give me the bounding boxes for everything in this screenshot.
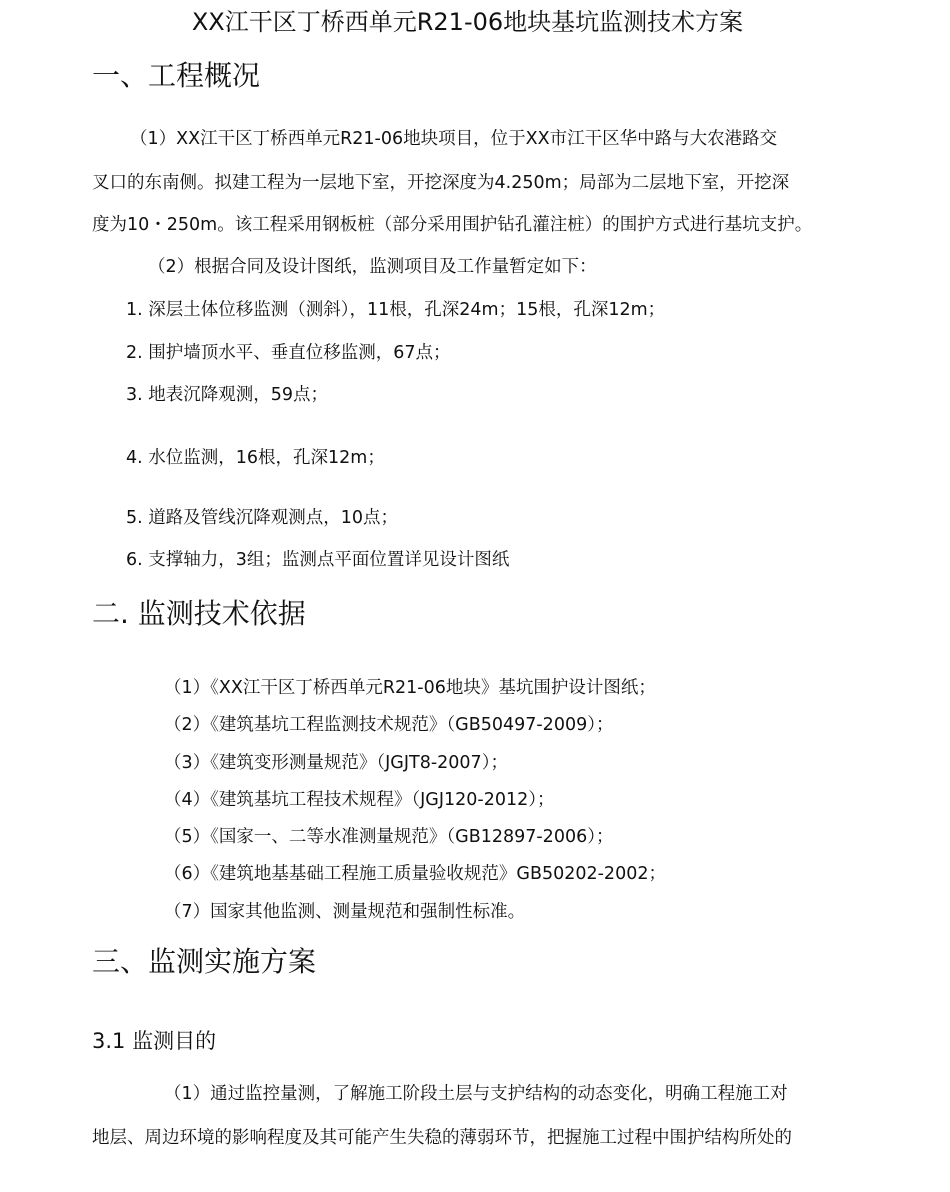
section-3-heading: 三、监测实施方案 (92, 945, 317, 978)
reference-item: （1）《XX江干区丁桥西单元R21-06地块》基坑围护设计图纸； (164, 678, 656, 698)
section-3-paragraph-1-line-1: （1）通过监控量测，了解施工阶段土层与支护结构的动态变化，明确工程施工对 (164, 1084, 788, 1104)
section-1-heading: 一、工程概况 (92, 59, 261, 92)
section-1-paragraph-1-line-1: （1）XX江干区丁桥西单元R21-06地块项目，位于XX市江干区华中路与大农港路交 (130, 129, 778, 149)
list-item: 6. 支撑轴力，3组；监测点平面位置详见设计图纸 (126, 550, 510, 570)
list-item: 3. 地表沉降观测，59点； (126, 385, 329, 405)
section-1-paragraph-2: （2）根据合同及设计图纸，监测项目及工作量暂定如下： (148, 257, 597, 277)
section-2-heading: 二. 监测技术依据 (92, 597, 306, 630)
reference-item: （6）《建筑地基基础工程施工质量验收规范》GB50202-2002； (164, 864, 666, 884)
reference-item: （5）《国家一、二等水准测量规范》（GB12897-2006）； (164, 827, 614, 847)
list-item: 1. 深层土体位移监测（测斜），11根，孔深24m；15根，孔深12m； (126, 300, 666, 320)
section-1-paragraph-1-line-3: 度为10・250m。该工程采用钢板桩（部分采用围护钻孔灌注桩）的围护方式进行基坑支护。 (92, 215, 813, 235)
reference-item: （3）《建筑变形测量规范》（JGJT8-2007）； (164, 753, 508, 773)
reference-item: （7）国家其他监测、测量规范和强制性标准。 (164, 902, 526, 922)
reference-item: （2）《建筑基坑工程监测技术规范》（GB50497-2009）； (164, 715, 614, 735)
reference-item: （4）《建筑基坑工程技术规程》（JGJ120-2012）； (164, 790, 555, 810)
section-3-1-heading: 3.1 监测目的 (92, 1029, 217, 1053)
list-item: 5. 道路及管线沉降观测点，10点； (126, 508, 399, 528)
list-item: 2. 围护墙顶水平、垂直位移监测，67点； (126, 343, 451, 363)
section-3-paragraph-1-line-2: 地层、周边环境的影响程度及其可能产生失稳的薄弱环节，把握施工过程中围护结构所处的 (92, 1128, 792, 1148)
list-item: 4. 水位监测，16根，孔深12m； (126, 448, 385, 468)
section-1-paragraph-1-line-2: 叉口的东南侧。拟建工程为一层地下室，开挖深度为4.250m；局部为二层地下室，开挖深 (92, 173, 790, 193)
document-title: XX江干区丁桥西单元R21-06地块基坑监测技术方案 (191, 8, 744, 36)
